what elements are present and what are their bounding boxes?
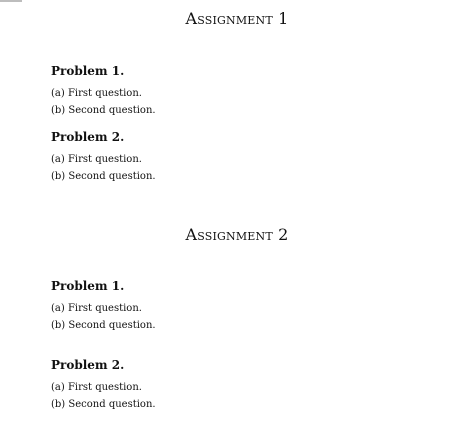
assignment-1-problem-2-question-a <box>51 154 142 166</box>
assignment-1-problem-2-heading: Problem 2. <box>51 130 125 144</box>
assignment-2-problem-2-question-b <box>51 399 156 411</box>
question-text: First question. <box>67 88 142 99</box>
question-text: First question. <box>67 382 142 393</box>
assignment-1-problem-1-question-b <box>51 105 156 117</box>
question-label: (a) <box>51 303 65 314</box>
assignment-2-title: Assignment 2 <box>185 225 289 244</box>
question-label: (b) <box>51 399 66 410</box>
assignment-1-title: Assignment 1 <box>185 9 289 28</box>
assignment-2-problem-1-question-b <box>51 320 156 332</box>
assignment-2-problem-2-heading: Problem 2. <box>51 358 125 372</box>
question-label: (b) <box>51 171 66 182</box>
question-text: First question. <box>67 303 142 314</box>
question-text: Second question. <box>68 171 156 182</box>
question-label: (a) <box>51 88 65 99</box>
question-text: First question. <box>67 154 142 165</box>
question-text: Second question. <box>68 399 156 410</box>
question-text: Second question. <box>68 105 156 116</box>
assignment-2-problem-2-question-a <box>51 382 142 394</box>
assignment-1-problem-1-question-a <box>51 88 142 100</box>
assignment-1-problem-2-question-b <box>51 171 156 183</box>
question-label: (b) <box>51 320 66 331</box>
question-label: (a) <box>51 154 65 165</box>
question-label: (b) <box>51 105 66 116</box>
question-label: (a) <box>51 382 65 393</box>
assignment-2-problem-1-heading: Problem 1. <box>51 279 125 293</box>
assignment-2-problem-1-question-a <box>51 303 142 315</box>
page-corner-mark <box>0 0 22 2</box>
question-text: Second question. <box>68 320 156 331</box>
assignment-1-problem-1-heading: Problem 1. <box>51 64 125 78</box>
